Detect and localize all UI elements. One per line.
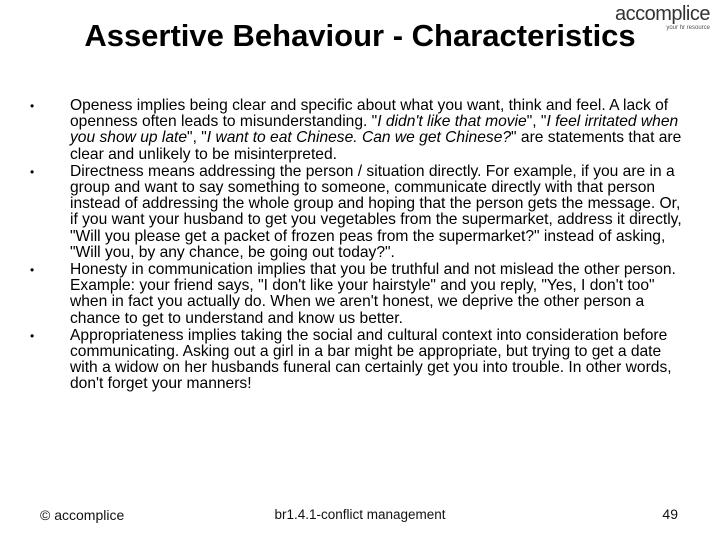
bullet-item [22,98,688,163]
bullet-dot-icon: • [30,164,35,179]
bullet-item [22,164,688,261]
text-run: Honesty in communication implies that you be truthful and not mislead the other person. Example: your friend says, "I don't like your hairstyle" and you reply, "Yes, I don't too" when in fact you actually do. When we aren't honest, we deprive the other person a chance to get to understand and know us better. [70,261,676,327]
slide-title: Assertive Behaviour - Characteristics [84,18,636,53]
bullet-dot-icon: • [30,99,35,113]
bullet-dot-icon: • [30,328,35,343]
italic-quote: I want to eat Chinese. Can we get Chinese? [206,129,512,147]
bullet-item [22,262,688,327]
footer-section-label: br1.4.1-conflict management [274,507,446,522]
page-number: 49 [662,506,678,522]
bullet-text [70,97,681,163]
bullet-text [70,327,672,393]
text-run: ", " [526,113,547,131]
text-run: Directness means addressing the person / situation directly. For example, if you are in a group and want to say something to someone, communicate directly with that person instead of addressing the whole group and hoping that the person gets the message. Or, if you want your husband to get you vegetables from the supermarket, address it directly, "Will you please get a packet of frozen peas from the supermarket?" instead of asking, "Will you, by any chance, be going out today?". [70,162,682,261]
text-run: Appropriateness implies taking the social and cultural context into consideration before communicating. Asking out a girl in a bar might be appropriate, but trying to get a date with a widow on her husbands funeral can certainly get you into trouble. In other words, don't forget your manners! [70,326,672,393]
bullet-dot-icon: • [30,263,35,278]
footer-copyright: © accomplice [40,507,125,523]
bullet-text [70,163,682,261]
bullet-text [70,261,676,327]
bullet-list [22,98,688,393]
logo-tagline: your hr resource [666,25,710,31]
text-run: " are statements that are clear and unlikely to be misinterpreted. [70,129,682,163]
bullet-item [22,328,688,393]
text-run: Openess implies being clear and specific about what you want, think and feel. A lack of openness often leads to misunderstanding. " [70,97,669,131]
text-run: ", " [187,129,207,147]
italic-quote: I didn't like that movie [377,113,527,131]
logo-text: accomplice [614,3,710,25]
italic-quote: I feel irritated when you show up late [70,113,679,147]
